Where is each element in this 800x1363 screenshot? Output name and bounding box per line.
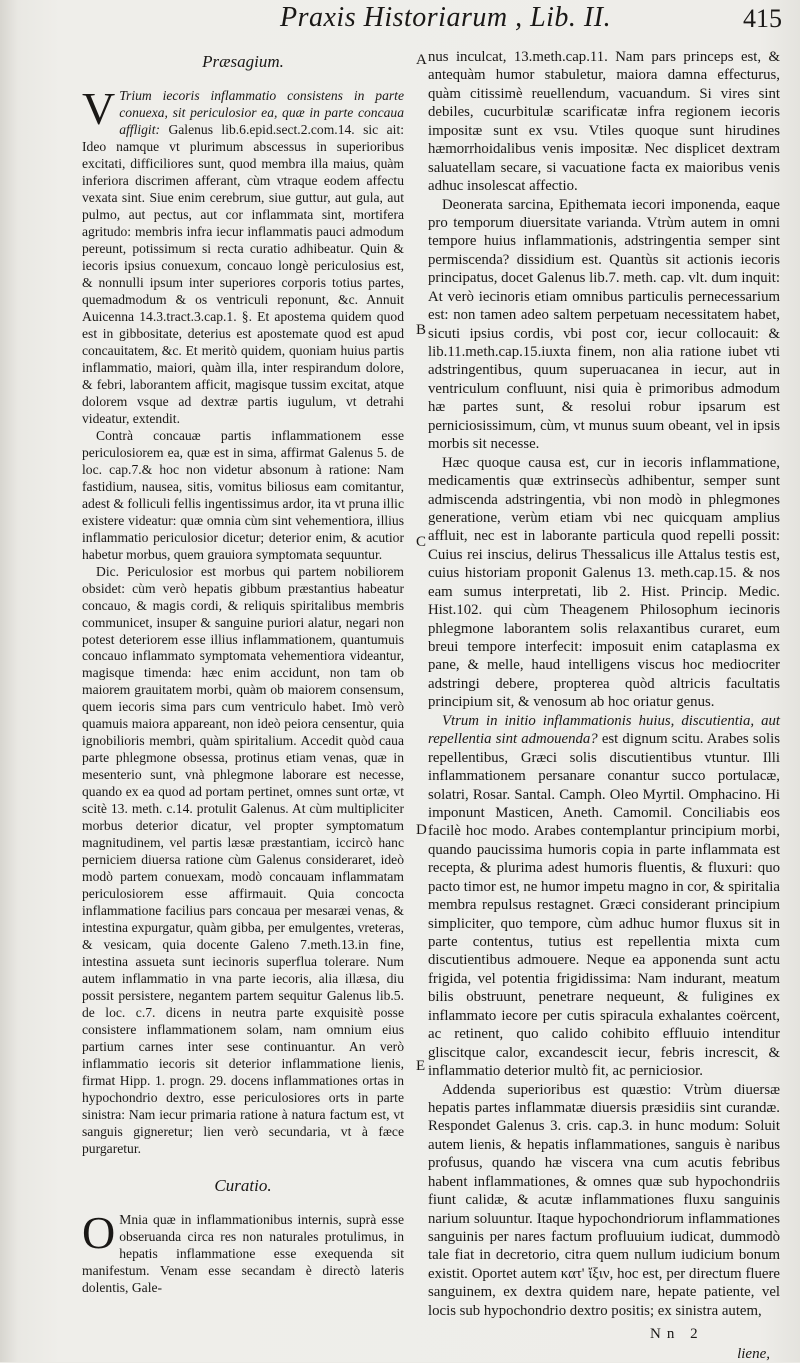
paragraph-right-4-body: est dignum scitu. Arabes solis repellentibus, Græci solis discutientibus vtuntur. Illi inflammationem persanare conantur succo portulacæ, solatri, Rosar. Santal. Camph. Oleo Myrtil. Omphacino. Hi imponunt Masticen, Aneth. Camomil. Conciliabis eos facilè hoc modo. Arabes contemplantur principium morbi, quando paucissima humoris copia in parte inflammata est recepta, & plurima adest humoris fluentis, & fluxuri: quo pacto timor est, ne humor impetu magno in cor, & spiritalia membra repulsus restagnet. Græci considerant principium simpliciter, quo tempore, cùm adhuc humor fluxus sit in parte contentus, tutius est repellentia mixta cum discutientibus admouere. Neque ea apponenda sunt actu frigida, vel potentia frigidissima: Nam indurant, meatum bilis obstruunt, penetrare nequeunt, & fuligines ex inflammato iecore per cutis spiracula exhalantes coërcent, ac retinent, quo calido cohibito effluuio intenditur gliscitque calor, excandescit iecur, febris increscit, & inflammatio deterior multò fit, ac perniciosior. <box>428 731 780 1080</box>
paragraph-right-1: nus inculcat, 13.meth.cap.11. Nam pars princeps est, & antequàm humor stabuletur, maiora damna effecturus, quàm citissimè reuellendum, vacuandum. Si vires sint debiles, cucurbitulæ scarificatæ infra regionem iecoris impositæ sunt ex vsu. Vtiles quoque sunt hirudines hæmorrhoidalibus venis impositæ. Nec displicet dextram saluatellam secare, si vacuatione facta ex maioribus venis adhuc insolescat affectio. <box>428 49 780 195</box>
margin-letter-b: B <box>416 322 427 338</box>
left-column <box>82 50 404 1297</box>
paragraph-right-5: Addenda superioribus est quæstio: Vtrùm diuersæ hepatis partes inflammatæ diuersis præsidiis sint curandæ. Respondet Galenus 3. cris. cap.3. in hunc modum: Soluit autem lienis, & hepatis inflammationes, sanguis è naribus profusus, quando hæ viscera vna cum acutis febribus habent inflammationes, & omnes quæ sub hypochondriis fiunt calidæ, & acutæ inflammationes fluxu sanguinis narium soluuntur. Itaque hypochondriorum inflammationes sanguinis per nares factum profluuium iudicat, dummodò tale fiat in decretorio, citra quem nullum iudicium bonum existit. Oportet autem κατ' ἴξιν, hoc est, per directum fluere sanguinem, ex dextra quidem nare, hepate patiente, vel locis sub hypochondrio dextro positis; ex sinistra autem, <box>428 1081 780 1319</box>
heading-praesagium: Præsagium. <box>202 52 284 71</box>
paragraph-right-3: Hæc quoque causa est, cur in iecoris inflammatione, medicamentis quæ extrinsecùs adhibentur, semper sunt admiscenda adstringentia, vbi non modò in phlegmones generatione, verùm etiam vbi nec quicquam amplius affluit, nec est in laborante particula quod repelli possit: Cuius rei inscius, delirus Thessalicus ille Attalus testis est, cuius historiam proponit Galenus 13. meth.cap.15. & nos eam sumus interpretati, lib 2. Hist. Princip. Medic. Hist.102. qui cùm Theagenem Philosophum iecinoris phlegmone laborantem solis relaxantibus curaret, eum breui tempore interfecit: imposuit enim cataplasma ex pane, & melle, haud intelligens viscus hoc mediocriter adstringi debere, propterea quòd altricis facultatis principium sit, & venosum ab hoc oriatur genus. <box>428 454 780 711</box>
margin-letter-d: D <box>416 822 427 838</box>
paragraph-right-2: Deonerata sarcina, Epithemata iecori imponenda, eaque pro temporum diuersitate varianda. Vtrùm autem in omni tempore huius inflammationis, adstringentia semper sint permiscenda? dissidium est. Quantùs sit actionis iecoris principatus, docet Galenus lib.7. meth. cap. vlt. dum inquit: At verò iecinoris etiam omnibus particulis pernecessarium est: non tamen adeo saltem perpetuam necessitatem habet, sicuti ipsius cordis, vbi post cor, iecur collocauit: & lib.11.meth.cap.15.iuxta finem, non alia ratione iubet vti adstringentibus, quum superuacanea in iecur, aut in ventriculum confluunt, nisi quia è primoribus admodum hæ partes sunt, & resolui robur ipsarum est perniciosissimum, cùm, vt munus suum obeant, vel in ipsis morbis sit necesse. <box>428 196 780 453</box>
paragraph-right-4 <box>428 712 780 1081</box>
right-column <box>428 48 780 1320</box>
paragraph-praesagium-1-lead: Trium iecoris inflammatio consistens in parte conuexa, sit periculosior ea, quæ in parte concaua affligit: <box>119 88 404 137</box>
paragraph-praesagium-3: Dic. Periculosior est morbus qui partem nobiliorem obsidet: cùm verò hepatis gibbum præstantius habeatur concauo, & magis cordi, & reliquis spiritalibus membris communicet, insuper & sanguine puriori alatur, negari non potest deteriorem esse illius inflammationem, quantumuis concauo inflammato symptomata vehementiora videantur, magisque timenda: hæc enim accidunt, non tam ob maiorem grauitatem morbi, quàm ob maiorem consensum, quem iecoris sima pars cum ventriculo habet. Imò verò quamuis maiora appareant, non ideò peiora censentur, quia ignobilioris membri, quàm spiritalium. Accedit quòd caua parte phlegmone obsessa, protinus etiam venas, quæ in mesenterio sunt, vnà phlegmone laborare est necesse, quando ex ea quod ad portam pertinet, omnes sunt ortæ, vt scitè 13. meth. c.14. protulit Galenus. At cùm multipliciter morbus deterior dicatur, vel propter symptomatum magnitudinem, vel partis læsæ præstantiam, iccircò hanc perniciem diuersa ratione cùm Galenus consideraret, ideò modò partem conuexam, modò concauam inflammatam periculosiorem esse affirmauit. Quia concocta inflammatione facilius pars concaua per mesaræi venas, & intestina expurgatur, quàm gibba, per emulgentes, vreteras, & vesicam, quia docente Galeno 7.meth.13.in fine, intestina assueta sunt iecinoris superflua tolerare. Num autem inflammatio in vna parte iecoris, alia illæsa, diu possit persistere, negantem partem sequitur Galenus lib.5. de loc. c.7. dicens in neutra parte exquisitè posse consistere inflammationem solam, nam omnium eius partium carnes inter sese continuantur. An verò inflammatio iecoris sit deterior inflammatione lienis, firmat Hipp. 1. progn. 29. docens inflammationes ortas in hypochondrio dextro, esse periculosiores orts in parte sinistra: Nam iecur primaria ratione à natura factum est, vt sanguis gigneretur; lien verò secundaria, vt à fæce purgaretur. <box>82 563 404 1157</box>
dropcap-v: V <box>82 83 116 134</box>
margin-letter-c: C <box>416 534 427 550</box>
paragraph-praesagium-2: Contrà concauæ partis inflammationem esse periculosiorem ea, quæ est in sima, affirmat Galenus 5. de loc. cap.7.& hoc non videtur absonum à ratione: Nam fastidium, nausea, sitis, vomitus biliosus eam comitantur, adest & folliculi fellis ingentissimus ardor, ita vt pruna illic existere videatur: quæ omnia cùm sint vehementiora, illius inflammatio periculosior dicetur; deterior enim, & acutior habetur morbus, quem grauiora symptomata sequuntur. <box>82 427 404 562</box>
running-title: Praxis Historiarum , Lib. II. <box>280 2 612 33</box>
margin-letter-e: E <box>416 1058 426 1074</box>
paragraph-curatio-1-body: Mnia quæ in inflammationibus internis, suprà esse obseruanda circa res non naturales protulimus, in hepatis inflammatione esse exequenda sit manifestum. Venam esse secandam è directò lateris dolentis, Gale- <box>82 1212 404 1295</box>
paragraph-praesagium-1-body: Galenus lib.6.epid.sect.2.com.14. sic ait: Ideo namque vt plurimum abscessus in superioribus excitati, difficiliores sunt, quod membra illa maius, quàm inferiora discrimen afferant, cùm vtraque eodem affectu vexata sint. Siue enim cerebrum, siue guttur, aut gula, aut pulmo, aut pectus, aut cor inflammata sint, mortifera agritudo: membris infra iecur inflammatis pauci admodum pereunt, potissimum si recta curatio adhibeatur. Quin & iecoris ipsius conuexum, concauo longè periculosius est, & nonnulli ipsum inter superiores corporis totius partes, quemadmodum & os ventriculi reponunt, &c. Annuit Auicenna 14.3.tract.3.cap.1. §. Et apostema quidem quod est in gibbositate, deterius est apostemate quod est apud concauitatem, &c. Et meritò quidem, quoniam huius partis inflammatio, maiori, quàm illa, inter respirandum dolore, & febri, laborantem afficit, magisque tussim excitat, atque dolorem vsque ad dextræ partis iugulum, vt detrahi videatur, extendit. <box>82 121 404 426</box>
paragraph-curatio-1 <box>82 1207 404 1297</box>
paragraph-praesagium-1 <box>82 83 404 428</box>
catchword: liene, <box>737 1346 770 1362</box>
heading-curatio: Curatio. <box>214 1176 272 1196</box>
page-header <box>280 2 790 42</box>
margin-letter-a: A <box>416 52 427 68</box>
page-number: 415 <box>743 4 782 33</box>
signature-mark: Nn 2 <box>650 1326 704 1342</box>
dropcap-o: O <box>82 1207 116 1259</box>
paragraph-right-4-question: Vtrum in initio inflammationis huius, discutientia, aut repellentia sint admouenda? <box>428 712 780 748</box>
